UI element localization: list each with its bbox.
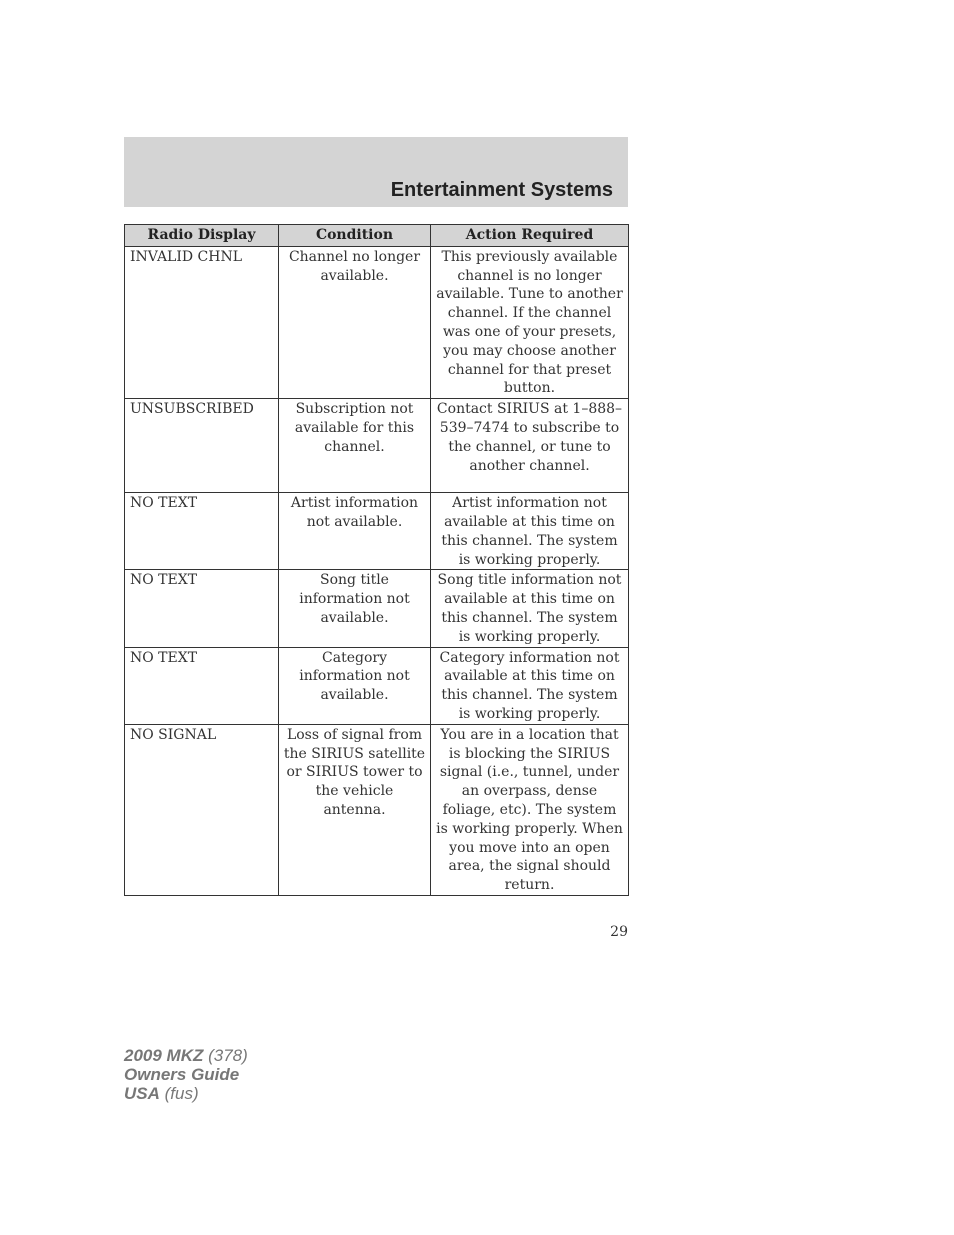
cell-action-required: This previously available channel is no longer available. Tune to another channel. If the channel was one of your presets, you may choose another channel for that preset button. xyxy=(431,246,629,398)
cell-condition: Artist information not available. xyxy=(279,493,431,570)
cell-condition: Subscription not available for this channel. xyxy=(279,399,431,493)
radio-display-table xyxy=(124,224,629,896)
table-row xyxy=(125,493,629,570)
table-row xyxy=(125,399,629,493)
footer-market: USA xyxy=(124,1084,160,1103)
section-header xyxy=(124,137,628,207)
cell-action-required: Category information not available at this time on this channel. The system is working properly. xyxy=(431,647,629,724)
table-row xyxy=(125,570,629,647)
table-row xyxy=(125,246,629,398)
cell-action-required: You are in a location that is blocking the SIRIUS signal (i.e., tunnel, under an overpass, dense foliage, etc). The system is working properly. When you move into an open area, the signal should return. xyxy=(431,724,629,895)
footer-model-code: (378) xyxy=(208,1046,248,1065)
cell-action-required: Contact SIRIUS at 1–888–539–7474 to subscribe to the channel, or tune to another channel. xyxy=(431,399,629,493)
cell-radio-display: NO SIGNAL xyxy=(125,724,279,895)
table-row xyxy=(125,724,629,895)
footer-line-market xyxy=(124,1084,248,1103)
section-title: Entertainment Systems xyxy=(390,179,613,201)
footer-market-code: (fus) xyxy=(164,1084,199,1103)
column-header-radio-display: Radio Display xyxy=(125,225,279,247)
cell-radio-display: UNSUBSCRIBED xyxy=(125,399,279,493)
cell-condition: Channel no longer available. xyxy=(279,246,431,398)
footer-line-guide xyxy=(124,1065,248,1084)
footer-line-model xyxy=(124,1046,248,1065)
footer-guide-title: Owners Guide xyxy=(124,1065,240,1084)
page-number: 29 xyxy=(610,924,628,940)
footer-model: 2009 MKZ xyxy=(124,1046,204,1065)
column-header-condition: Condition xyxy=(279,225,431,247)
cell-action-required: Song title information not available at this time on this channel. The system is working properly. xyxy=(431,570,629,647)
document-footer xyxy=(124,1046,248,1103)
cell-radio-display: NO TEXT xyxy=(125,647,279,724)
cell-condition: Category information not available. xyxy=(279,647,431,724)
table-header-row xyxy=(125,225,629,247)
cell-condition: Song title information not available. xyxy=(279,570,431,647)
table-row xyxy=(125,647,629,724)
column-header-action-required: Action Required xyxy=(431,225,629,247)
cell-radio-display: INVALID CHNL xyxy=(125,246,279,398)
cell-action-required: Artist information not available at this time on this channel. The system is working properly. xyxy=(431,493,629,570)
cell-radio-display: NO TEXT xyxy=(125,570,279,647)
cell-radio-display: NO TEXT xyxy=(125,493,279,570)
cell-condition: Loss of signal from the SIRIUS satellite or SIRIUS tower to the vehicle antenna. xyxy=(279,724,431,895)
